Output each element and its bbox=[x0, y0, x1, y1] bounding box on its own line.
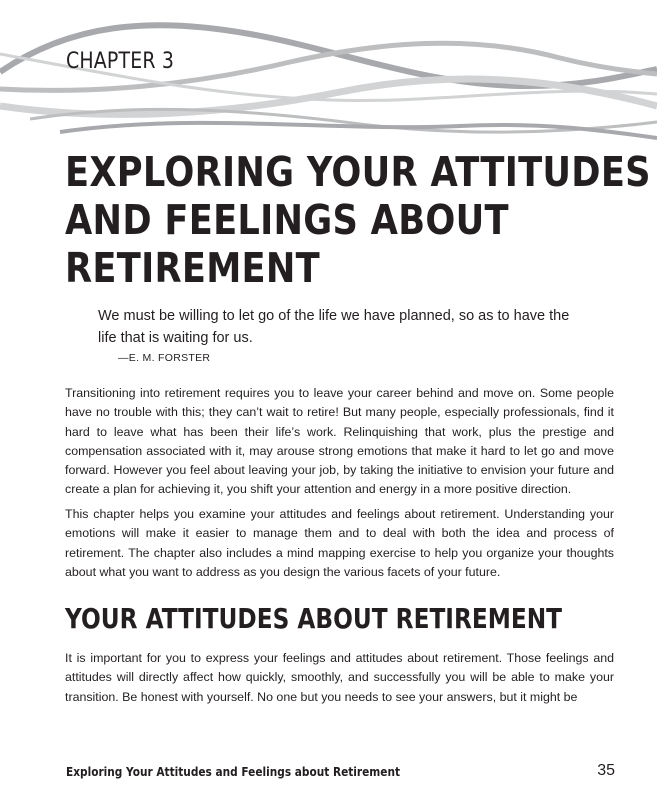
chapter-title-line: AND FEELINGS ABOUT bbox=[65, 196, 509, 244]
wave-line-3 bbox=[0, 79, 657, 114]
body-paragraph: It is important for you to express your feelings and attitudes about retirement. Those feelings and attitudes will directly affect how quickly, smoothly, and successfully you will be able to make your transition. Be honest with yourself. No one but you needs to see your answers, but it might be bbox=[65, 651, 614, 704]
body-paragraph: Transitioning into retirement requires you to leave your career behind and move on. Some people have no trouble with this; they can’t wait to retire! But many people, especially professionals, find it hard to leave what has been their life’s work. Relinquishing that work, plus the prestige and compensation associated with it, may arouse strong emotions that make it hard to let go and move forward. However you feel about leaving your job, by taking the initiative to envision your future and create a plan for achieving it, you shift your attention and energy in a more positive direction. bbox=[65, 386, 614, 497]
chapter-title bbox=[65, 148, 651, 292]
chapter-title-line: EXPLORING YOUR ATTITUDES bbox=[65, 148, 651, 196]
epigraph bbox=[98, 305, 578, 364]
epigraph-quote bbox=[98, 305, 578, 349]
page-number: 35 bbox=[597, 762, 615, 779]
epigraph-quote-line: We must be willing to let go of the life we have planned, so as to have the bbox=[98, 308, 570, 324]
body-paragraph: This chapter helps you examine your attitudes and feelings about retirement. Understanding your emotions will make it easier to manage them and to deal with both the idea and process of retirement. The chapter also includes a mind mapping exercise to help you organize your thoughts about what you want to address as you design the various facets of your future. bbox=[65, 507, 614, 579]
footer-running-head: Exploring Your Attitudes and Feelings about Retirement bbox=[66, 765, 401, 779]
chapter-title-line: RETIREMENT bbox=[65, 244, 320, 292]
decorative-wave-band bbox=[0, 14, 657, 144]
section-heading: YOUR ATTITUDES ABOUT RETIREMENT bbox=[65, 602, 563, 635]
epigraph-attribution: —E. M. FORSTER bbox=[118, 352, 211, 364]
chapter-label: CHAPTER 3 bbox=[66, 49, 175, 74]
epigraph-quote-line: life that is waiting for us. bbox=[98, 330, 253, 346]
